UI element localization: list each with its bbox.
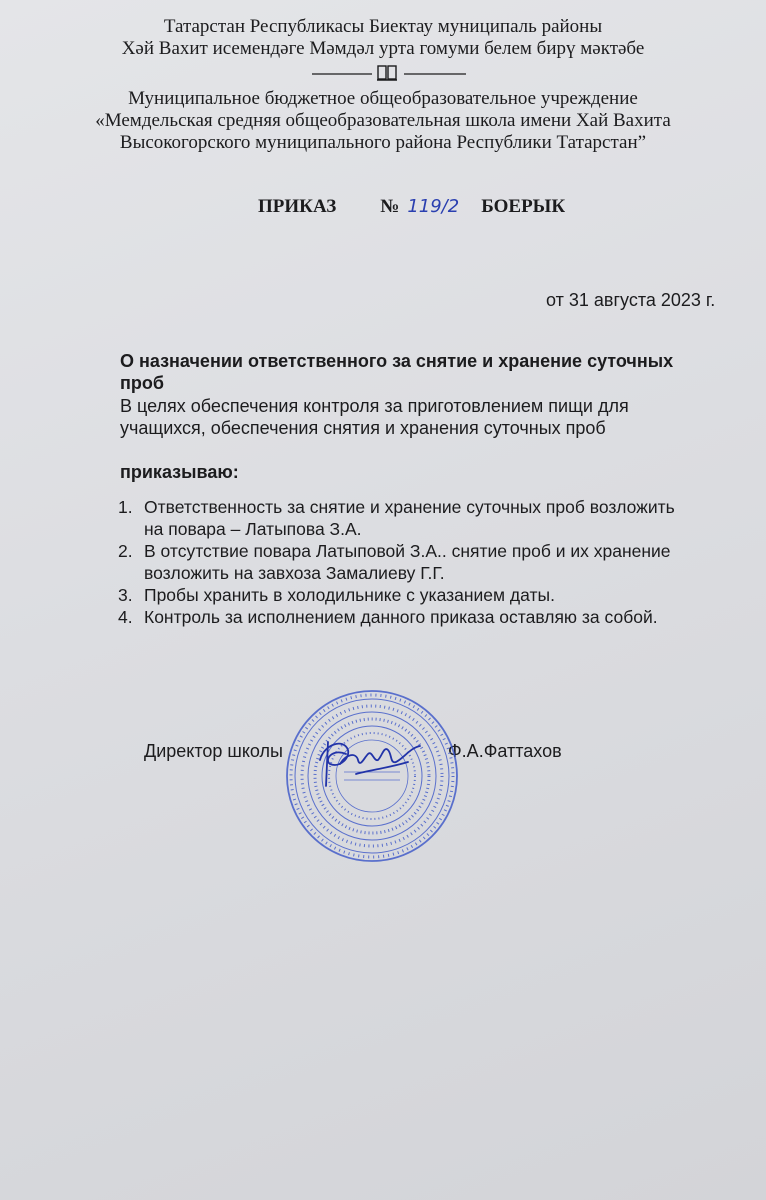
- number-sign: №: [380, 196, 400, 217]
- item-text: Пробы хранить в холодильнике с указанием даты.: [144, 585, 555, 605]
- list-item: [118, 584, 738, 606]
- header-russian-line: Муниципальное бюджетное общеобразовательное учреждение: [128, 88, 638, 109]
- order-word: ПРИКАЗ: [258, 196, 337, 217]
- signature-scribble: [320, 742, 420, 786]
- header-russian-line: Высокогорского муниципального района Республики Татарстан”: [119, 132, 647, 153]
- header-tatar-line: Хәй Вахит исемендәге Мәмдәл урта гомуми белем бирү мәктәбе: [121, 38, 645, 59]
- header-tatar: [0, 16, 766, 60]
- order-tatar-word: БОЕРЫК: [481, 196, 566, 217]
- signature-name: Ф.А.Фаттахов: [448, 741, 562, 761]
- order-line: [258, 196, 565, 218]
- order-number: 119/2: [407, 196, 460, 217]
- header-russian: [0, 88, 766, 154]
- purpose-line: В целях обеспечения контроля за приготовлением пищи для: [120, 396, 629, 416]
- header-russian-line: «Мемдельская средняя общеобразовательная школа имени Хай Вахита: [95, 110, 671, 131]
- item-number: 1.: [118, 497, 133, 517]
- book-icon: [377, 66, 397, 80]
- order-date: от 31 августа 2023 г.: [546, 290, 716, 310]
- item-number: 2.: [118, 541, 133, 561]
- subject-line: О назначении ответственного за снятие и хранение суточных: [120, 351, 674, 371]
- subject-line: проб: [120, 373, 164, 393]
- header-divider: [0, 63, 766, 83]
- item-number: 3.: [118, 585, 133, 605]
- item-text: Контроль за исполнением данного приказа оставляю за собой.: [144, 607, 658, 627]
- list-item: [118, 496, 738, 540]
- official-stamp: [284, 688, 460, 864]
- item-text: Ответственность за снятие и хранение суточных проб возложить на повара – Латыпова З.А.: [144, 497, 675, 539]
- item-number: 4.: [118, 607, 133, 627]
- signature-title: Директор школы: [144, 741, 283, 761]
- item-text: В отсутствие повара Латыповой З.А.. снятие проб и их хранение возложить на завхоза Замалиеву Г.Г.: [144, 541, 671, 583]
- order-subject: [120, 350, 720, 394]
- order-purpose: [120, 395, 730, 439]
- list-item: [118, 540, 738, 584]
- purpose-line: учащихся, обеспечения снятия и хранения суточных проб: [120, 418, 606, 438]
- header-tatar-line: Татарстан Республикасы Биектау муниципаль районы: [163, 16, 603, 37]
- list-item: [118, 606, 738, 628]
- order-items: [118, 496, 738, 628]
- order-command: приказываю:: [120, 462, 239, 482]
